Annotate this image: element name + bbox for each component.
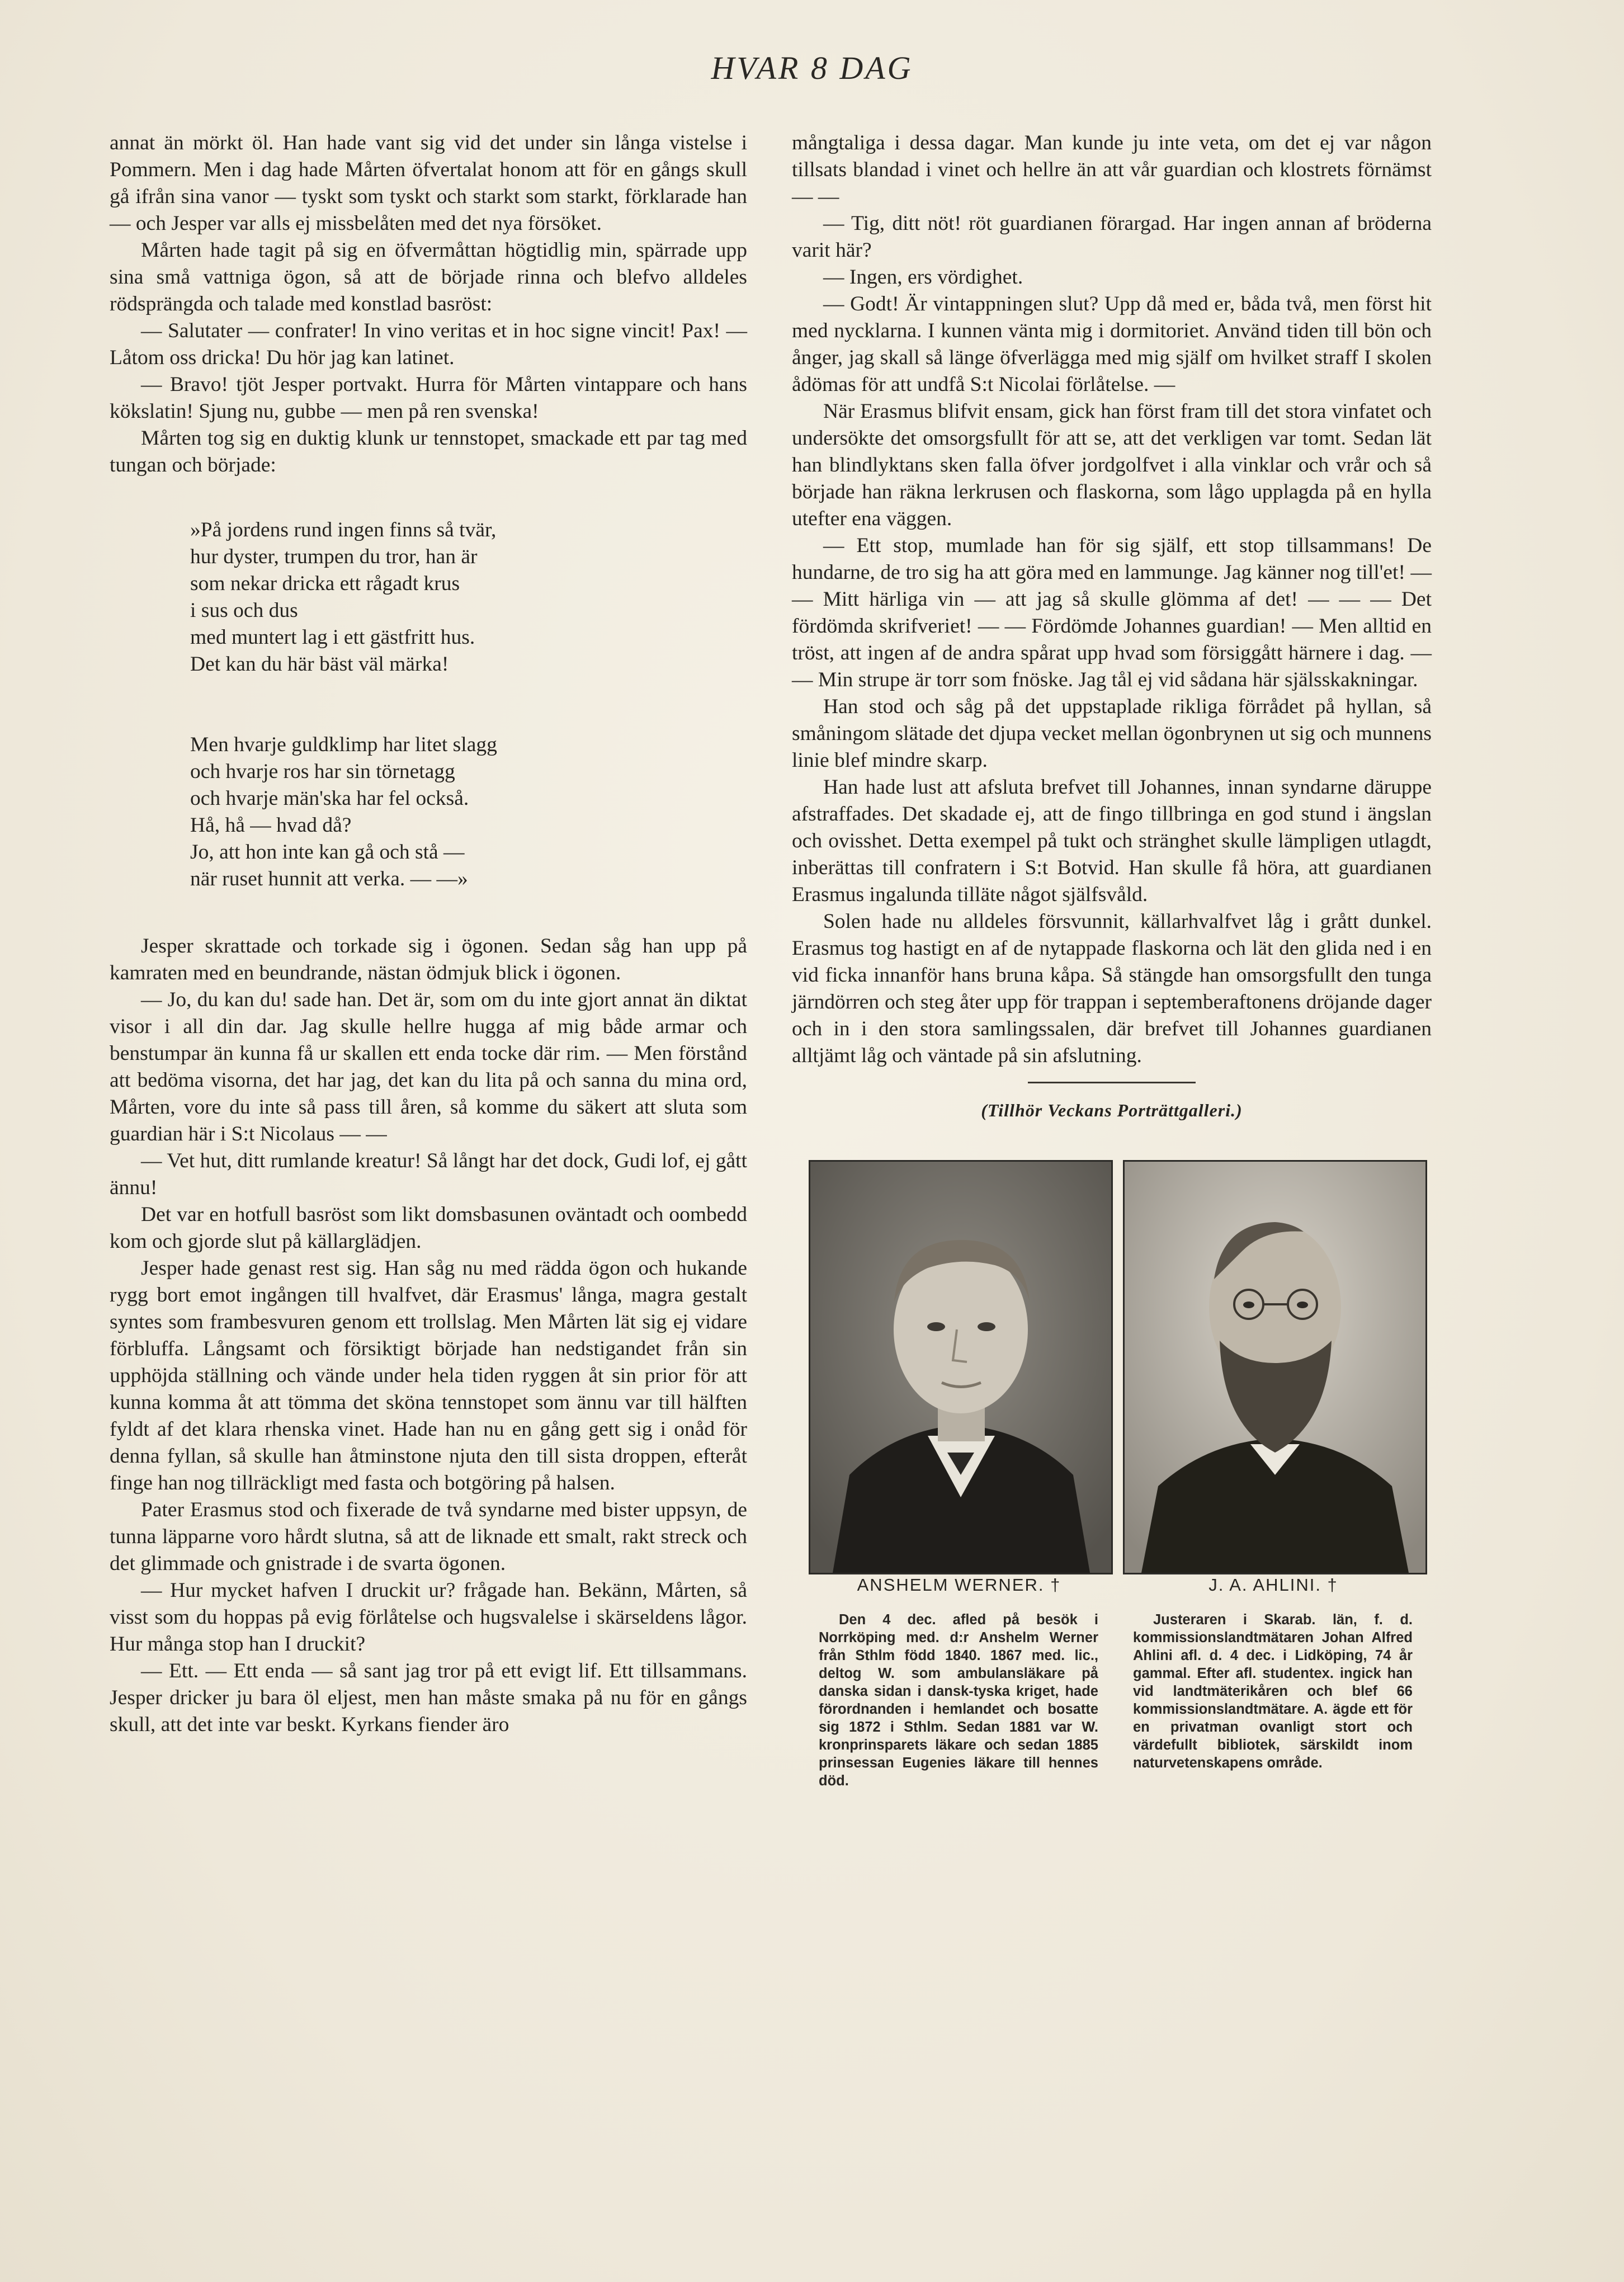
portrait-name-ahlini: J. A. AHLINI. †	[1208, 1575, 1338, 1595]
paragraph: Jesper hade genast rest sig. Han såg nu med rädda ögon och hukande rygg bort emot ingången till hvalfvet, där Erasmus' långa, magra gestalt syntes som frambesvuren genom ett trollslag. Men Mårten lät sig ej vidare förbluffa. Långsamt och försiktigt började han nedstigandet från sin upphöjda ställning och vände under hela tiden ryggen åt sin prior för att kunna komma åt att tömma det sköna tennstopet som ännu var till hälften fyldt af det klara rhenska vinet. Hade han nu en gång gett sig i onåd för denna fyllan, så skulle han åtminstone njuta den till sista droppen, efteråt finge han nog tillräckligt med fasta och botgöring på halsen.	[110, 1257, 747, 1494]
paragraph: — Ett. — Ett enda — så sant jag tror på ett evigt lif. Ett tillsammans. Jesper dricker ju bara öl eljest, men han måste smaka på nu för en gångs skull, att det inte var beskt. Kyrkans fiender äro	[110, 1659, 747, 1736]
gallery-credit: (Tillhör Veckans Porträttgalleri.)	[981, 1100, 1243, 1120]
paragraph: — Godt! Är vintappningen slut? Upp då med er, båda två, men först hit med nycklarna. I kunnen vänta mig i dormitoriet. Använd tiden till bön och ånger, jag skall så länge öfverlägga med mig själf om hvilket straff I skolen ådömas för att undfå S:t Nicolai förlåtelse. —	[792, 293, 1432, 396]
paragraph: — Tig, ditt nöt! röt guardianen förargad. Har ingen annan af bröderna varit här?	[792, 212, 1432, 262]
obituary-text-ahlini: Justeraren i Skarab. län, f. d. kommissionslandtmätaren Johan Alfred Ahlini afl. d. 4 dec. i Lidköping, 74 år gammal. Efter afl. studentex. ingick han vid landtmäterikåren och blef 66 kommissionslandtmätare. A. ägde ett för en privatman ovanligt stort och värdefullt bibliotek, särskildt inom naturvetenskapens område.	[1133, 1612, 1413, 1771]
portrait-gallery	[792, 1160, 1432, 1595]
paragraph: — Hur mycket hafven I druckit ur? frågade han. Bekänn, Mårten, så visst som du hoppas på evig förlåtelse och hugsvalelse i skärseldens lågor. Hur många stop han I druckit?	[110, 1579, 747, 1656]
paragraph: Mårten tog sig en duktig klunk ur tennstopet, smackade ett par tag med tungan och började:	[110, 427, 747, 477]
poem-stanza: »På jordens rund ingen finns så tvär, hur dyster, trumpen du tror, han är som nekar dricka ett rågadt krus i sus och dus med muntert lag i ett gästfritt hus. Det kan du här bäst väl märka!	[190, 518, 497, 676]
section-divider	[1028, 1082, 1196, 1083]
paragraph: Han stod och såg på det uppstaplade rikliga förrådet på hyllan, så småningom slätade det djupa vecket mellan ögonbrynen ut sig och munnens linie blef mindre skarp.	[792, 695, 1432, 772]
paragraph: Mårten hade tagit på sig en öfvermåttan högtidlig min, spärrade upp sina små vattniga ögon, så att de började rinna och blefvo alldeles rödsprängda och talade med konstlad basröst:	[110, 239, 747, 315]
paragraph: — Vet hut, ditt rumlande kreatur! Så långt har det dock, Gudi lof, ej gått ännu!	[110, 1149, 747, 1199]
paragraph: — Bravo! tjöt Jesper portvakt. Hurra för Mårten vintappare och hans kökslatin! Sjung nu, gubbe — men på ren svenska!	[110, 373, 747, 423]
obituary-text-werner: Den 4 dec. afled på besök i Norrköping med. d:r Anshelm Werner från Sthlm född 1840. 1867 med. lic., deltog W. som ambulansläkare på danska sidan i dansk-tyska kriget, hade förordnanden i hemlandet och bosatte sig 1872 i Sthlm. Sedan 1881 var W. kronprinsparets läkare och sedan 1885 prinsessan Eugenies läkare till hennes död.	[819, 1612, 1098, 1789]
portrait-photo-ahlini	[1123, 1160, 1427, 1574]
paragraph: Solen hade nu alldeles försvunnit, källarhvalfvet låg i grått dunkel. Erasmus tog hastigt en af de nytappade flaskorna och lät den glida ned i en vid ficka innanför hans bruna kåpa. Så stängde han omsorgsfullt den tunga järndörren och steg åter upp för trappan i septemberaftonens dröjande dager och in i den stora samlingssalen, där brefvet till Johannes guardianen alltjämt låg och väntade på sin afslutning.	[792, 910, 1432, 1067]
poem-stanza: Men hvarje guldklimp har litet slagg och hvarje ros har sin törnetagg och hvarje män'ska har fel också. Hå, hå — hvad då? Jo, att hon inte kan gå och stå — när ruset hunnit att verka. — —»	[190, 733, 497, 890]
right-column	[792, 130, 1432, 1789]
paragraph: — Jo, du kan du! sade han. Det är, som om du inte gjort annat än diktat visor i all din dar. Jag skulle hellre hugga af mig både armar och benstumpar än kunna få ur skallen ett enda tocke där rim. — Men förstånd att bedöma visorna, det har jag, det kan du lita på och sanna du mina ord, Mårten, vore du inte så pass till åren, så komme du säkert att sluta som guardian här i S:t Nicolaus — —	[110, 988, 747, 1145]
portrait-name-werner: ANSHELM WERNER. †	[857, 1575, 1061, 1595]
left-column	[110, 130, 747, 1738]
paragraph: Pater Erasmus stod och fixerade de två syndarne med bister uppsyn, de tunna läpparne voro hårdt slutna, så att de liknade ett smalt, rakt streck och det glimmade och gnistrade i de svarta ögonen.	[110, 1498, 747, 1575]
paragraph: mångtaliga i dessa dagar. Man kunde ju inte veta, om det ej var någon tillsats blandad i vinet och hellre än att vår guardian och klostrets förnämst — —	[792, 131, 1432, 208]
poem	[190, 490, 747, 920]
paragraph: Han hade lust att afsluta brefvet till Johannes, innan syndarne däruppe afstraffades. Det skadade ej, att de fingo tillbringa en god stund i ängslan och ovisshet. Detta exempel på tukt och stränghet skulle lämpligen utlagdt, inberättas till confratern i S:t Botvid. Han skulle få höra, att guardianen Erasmus ingalunda tilläte något själfsvåld.	[792, 776, 1432, 906]
paragraph: — Salutater — confrater! In vino veritas et in hoc signe vincit! Pax! — Låtom oss dricka! Du hör jag kan latinet.	[110, 319, 747, 369]
paragraph: annat än mörkt öl. Han hade vant sig vid det under sin långa vistelse i Pommern. Men i dag hade Mårten öfvertalat honom att för en gångs skull gå ifrån sina vanor — tyskt som tyskt och starkt som starkt, förklarade han — och Jesper var alls ej missbelåten med det nya försöket.	[110, 131, 747, 235]
portrait-photo-werner	[809, 1160, 1113, 1574]
paragraph: När Erasmus blifvit ensam, gick han först fram till det stora vinfatet och undersökte det omsorgsfullt för att se, att det verkligen var tomt. Sedan lät han blindlyktans sken falla öfver jordgolfvet i alla vinklar och vrår och så började han räkna lerkrusen och flaskorna, som lågo upplagda på en hylla utefter ena väggen.	[792, 400, 1432, 530]
paragraph: — Ett stop, mumlade han för sig själf, ett stop tillsammans! De hundarne, de tro sig ha att göra med en lammunge. Jag känner nog till'et! — — Mitt härliga vin — att jag så skulle glömma af det! — — — Det fördömda skrifveriet! — — Fördömde Johannes guardian! — Men alltid en tröst, att ingen af de andra spårat upp hvad som försiggått härnere i dag. — — Min strupe är torr som fnöske. Jag tål ej vid sådana här själsskakningar.	[792, 534, 1432, 691]
paragraph: — Ingen, ers vördighet.	[823, 266, 1023, 289]
paragraph: Det var en hotfull basröst som likt domsbasunen oväntadt och oombedd kom och gjorde slut på källarglädjen.	[110, 1203, 747, 1253]
page-header: HVAR 8 DAG	[711, 50, 913, 86]
paragraph: Jesper skrattade och torkade sig i ögonen. Sedan såg han upp på kamraten med en beundrande, nästan ödmjuk blick i ögonen.	[110, 935, 747, 984]
